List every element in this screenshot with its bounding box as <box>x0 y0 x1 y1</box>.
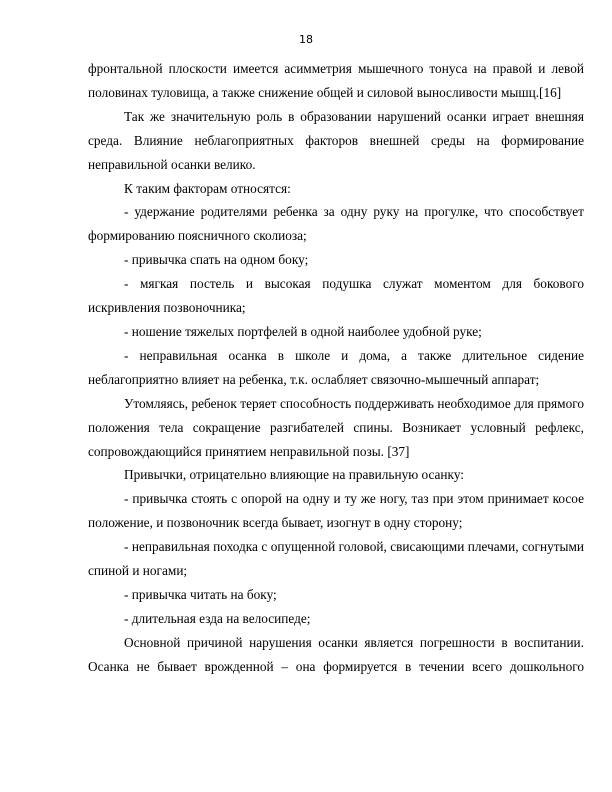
list-item-factor: - привычка спать на одном боку; <box>124 252 309 268</box>
list-item-habit: - длительная езда на велосипеде; <box>124 610 311 626</box>
paragraph-continuation: фронтальной плоскости имеется асимметрия мышечного тонуса на правой и левой половинах туловища, а также снижение общей и силовой выносливости мышц.[16] <box>88 61 584 100</box>
paragraph-external-environment: Так же значительную роль в образовании нарушений осанки играет внешняя среда. Влияние неблагоприятных факторов внешней среды на формирование неправильной осанки велико. <box>88 108 584 172</box>
list-item-factor: - мягкая постель и высокая подушка служат моментом для бокового искривления позвоночника; <box>88 276 584 316</box>
list-item-factor: - неправильная осанка в школе и дома, а также длительное сидение неблагоприятно влияет на ребенка, т.к. ослабляет связочно-мышечный аппарат; <box>88 347 584 387</box>
list-item-habit: - привычка читать на боку; <box>124 586 277 602</box>
paragraph-factors-intro: К таким факторам относятся: <box>124 180 291 196</box>
paragraph-habits-intro: Привычки, отрицательно влияющие на правильную осанку: <box>124 467 464 483</box>
list-item-habit: - неправильная походка с опущенной головой, свисающими плечами, согнутыми спиной и ногами; <box>88 539 584 579</box>
paragraph-main-cause: Основной причиной нарушения осанки является погрешности в воспитании. Осанка не бывает врожденной – она формируется в течении всего дошкольного <box>88 634 584 674</box>
list-item-habit: - привычка стоять с опорой на одну и ту же ногу, таз при этом принимает косое положение, и позвоночник всегда бывает, изогнут в одну сторону; <box>88 491 584 531</box>
body-text <box>88 57 584 679</box>
list-item-factor: - ношение тяжелых портфелей в одной наиболее удобной руке; <box>124 323 482 339</box>
list-item-factor: - удержание родителями ребенка за одну руку на прогулке, что способствует формированию поясничного сколиоза; <box>88 204 584 244</box>
paragraph-fatigue: Утомляясь, ребенок теряет способность поддерживать необходимое для прямого положения тела сокращение разгибателей спины. Возникает условный рефлекс, сопровождающийся принятием неправильной позы. [37] <box>88 395 584 459</box>
page-number: 18 <box>299 33 313 46</box>
